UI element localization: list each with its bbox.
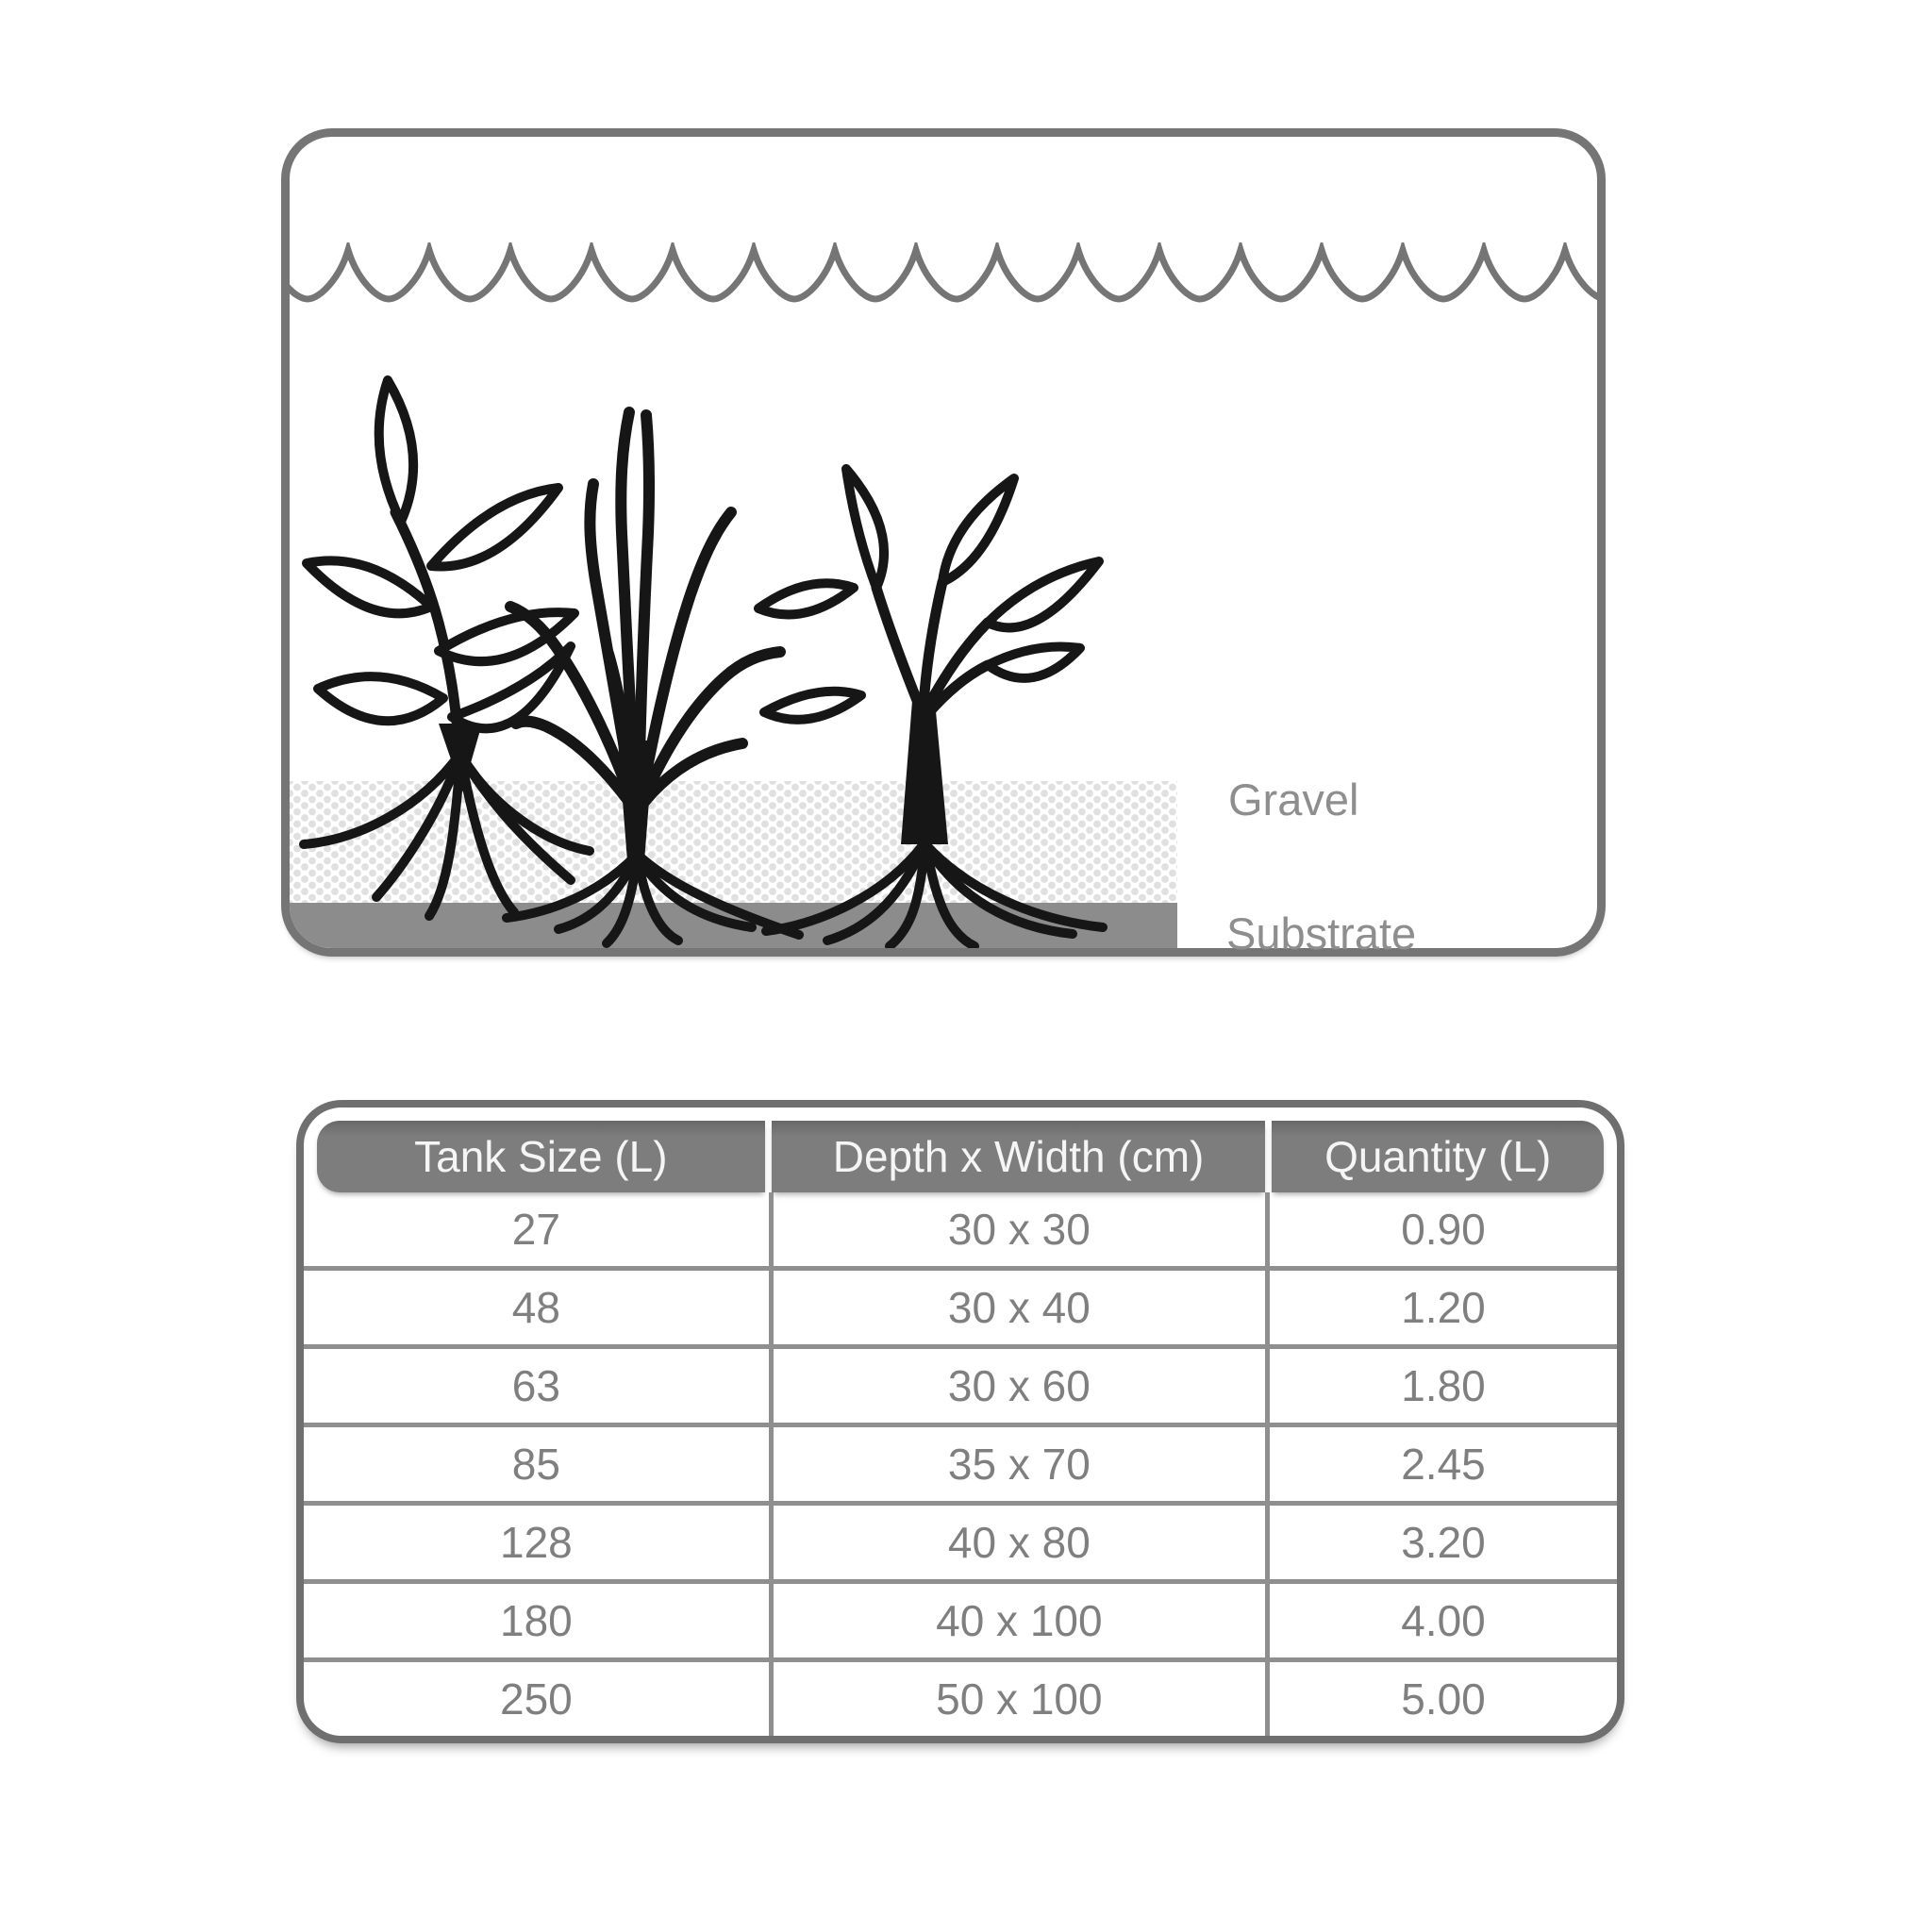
gravel-label: Gravel	[1228, 774, 1359, 824]
table-cell: 1.20	[1265, 1271, 1617, 1344]
table-cell: 30 x 30	[769, 1192, 1265, 1266]
table-cell: 4.00	[1265, 1584, 1617, 1657]
table-cell: 63	[511, 1361, 560, 1410]
table-cell: 85	[511, 1440, 560, 1489]
substrate-label: Substrate	[1226, 908, 1417, 958]
table-cell: 35 x 70	[769, 1427, 1265, 1501]
table-cell: 2.45	[1265, 1427, 1617, 1501]
table-row	[304, 1192, 1617, 1266]
header-quantity: Quantity (L)	[1272, 1121, 1604, 1192]
table-row	[304, 1266, 1617, 1344]
leafy-plant-icon	[304, 380, 590, 916]
table-cell: 180	[500, 1596, 573, 1645]
table-cell: 40 x 80	[769, 1506, 1265, 1579]
table-row	[304, 1344, 1617, 1423]
table-cell: 48	[511, 1283, 560, 1332]
tank-size-table	[296, 1100, 1624, 1743]
header-tank-size: Tank Size (L)	[317, 1121, 765, 1192]
rosette-plant-icon	[758, 469, 1103, 946]
table-row	[304, 1579, 1617, 1657]
table-cell: 50 x 100	[769, 1662, 1265, 1736]
table-cell: 3.20	[1265, 1506, 1617, 1579]
table-cell: 40 x 100	[769, 1584, 1265, 1657]
table-cell: 1.80	[1265, 1349, 1617, 1423]
table-cell: 5.00	[1265, 1662, 1617, 1736]
table-cell: 0.90	[1265, 1192, 1617, 1266]
table-row	[304, 1423, 1617, 1501]
table-header-row	[317, 1121, 1604, 1192]
table-cell: 30 x 60	[769, 1349, 1265, 1423]
table-cell: 27	[511, 1205, 560, 1254]
table-cell: 30 x 40	[769, 1271, 1265, 1344]
table-cell: 250	[500, 1674, 573, 1724]
plants-illustration	[290, 137, 1597, 948]
table-cell: 128	[500, 1518, 573, 1567]
table-body	[304, 1192, 1617, 1736]
aquarium-tank-diagram	[281, 128, 1606, 957]
table-row	[304, 1501, 1617, 1579]
header-depth-width: Depth x Width (cm)	[772, 1121, 1266, 1192]
table-row	[304, 1657, 1617, 1736]
